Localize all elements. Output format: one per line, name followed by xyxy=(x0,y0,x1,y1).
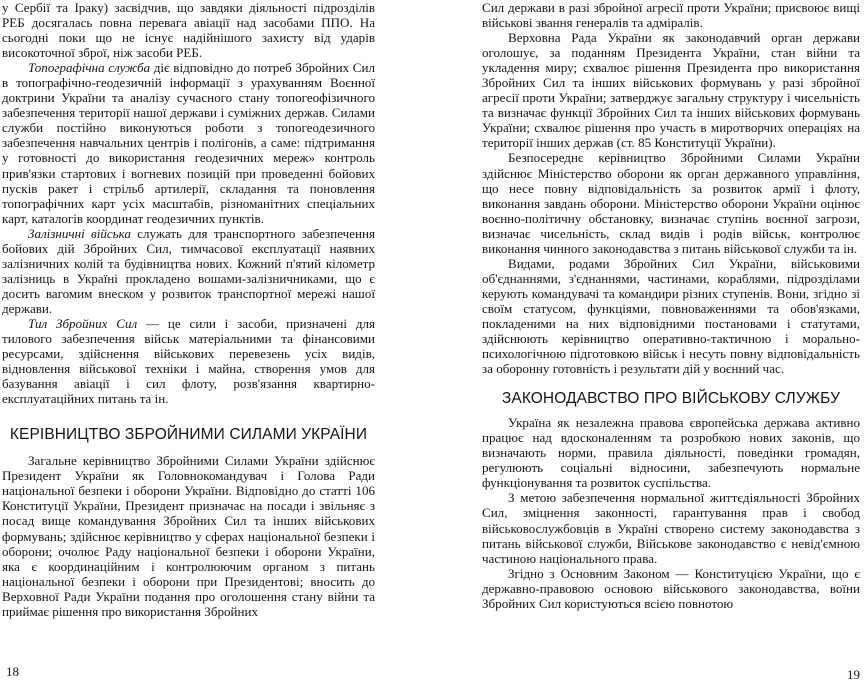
paragraph-president-continued: Сил держави в разі збройної агресії проти України; присвоює вищі військові звання генералів та адміралів. xyxy=(482,0,860,31)
paragraph-verkhovna-rada: Верховна Рада України як законодавчий орган держави оголошує, за поданням Президента України, стан війни та укладення миру; схвалює рішення Президента про використання Збройних Сил та інших військових формувань у разі збройної агресії проти України; затверджує загальну структуру і чисельність та визначає функції Збройних Сил та інших військових формувань України; схвалює рішення про участь в миротворчих операціях на території інших держав (ст. 85 Конституції України). xyxy=(482,30,860,151)
section-heading-legislation: ЗАКОНОДАВСТВО ПРО ВІЙСЬКОВУ СЛУЖБУ xyxy=(501,390,841,408)
term-rear-services: Тил Збройних Сил xyxy=(28,315,138,331)
section-heading-command: КЕРІВНИЦТВО ЗБРОЙНИМИ СИЛАМИ УКРАЇНИ xyxy=(9,426,368,444)
paragraph-constitution: Згідно з Основним Законом — Конституцією України, що є державно-правовою основою військового законодавства, воїни Збройних Сил користуються всією повнотою xyxy=(482,565,860,611)
paragraph-railway-troops xyxy=(2,226,375,316)
paragraph-text: — це сили і засоби, призначені для тилового забезпечення військ матеріальними та фінансовими ресурсами, здійснення військових перевезень усіх видів, відновлення військової техніки і майна, створення умов для базування авіації і сил флоту, розв'язання квартирно-експлуатаційних питань та ін. xyxy=(2,315,376,407)
right-page xyxy=(482,0,860,611)
paragraph-text: у Сербії та Іраку) засвідчив, що завдяки діяльності підрозділів РЕБ досягалась повна перевага авіації над засобами ППО. На сьогодні поки що не існує надійнішого захисту від ударів високоточної зброї, ніж засоби РЕБ. xyxy=(2,0,375,61)
paragraph-commanders: Видами, родами Збройних Сил України, військовими об'єднаннями, з'єднаннями, частинами, кораблями, підрозділами керують командувачі та командири різних ступенів. Вони, згідно зі своїм статусом, функціями, повноваженнями та обов'язками, покладеними на них відповідними постановами і статутами, здійснюють керівництво оперативно-тактичною і морально-психологічною підготовкою військ і несуть повну відповідальність за оборонну готовність і результати дій у воєнний час. xyxy=(482,255,860,377)
paragraph-legislation-system: З метою забезпечення нормальної життєдіяльності Збройних Сил, зміцнення законності, гарантування прав і свобод військовослужбовців в Україні створено систему законодавства з питань військової служби, Військове законодавство є невід'ємною частиною національного права. xyxy=(482,490,860,566)
page-number-right: 19 xyxy=(847,667,860,682)
paragraph-topographic-service xyxy=(2,60,375,226)
paragraph-ministry-of-defence: Безпосереднє керівництво Збройними Силами України здійснює Міністерство оборони як орган державного управління, що несе повну відповідальність за розвиток армії і флоту, виконання завдань оборони. Міністерство оборони України оцінює воєнно-політичну обстановку, визначає ступінь воєнної загрози, визначає чисельність, склад видів і родів військ, контролює виконання чинного законодавства з питань військової служби та ін. xyxy=(482,150,860,256)
paragraph-general-command: Загальне керівництво Збройними Силами України здійснює Президент України як Головнокомандувач і Голова Ради національної безпеки і оборони України. Відповідно до статті 106 Конституції України, Президент призначає на посади і звільняє з посад вище командування Збройних Сил та інших військових формувань; здійснює керівництво у сферах національної безпеки і оборони; очолює Раду національної безпеки і оборони України, яка є координаційним і контролюючим органом з питань національної безпеки і оборони при Президентові; вносить до Верховної Ради України подання про оголошення стану війни та приймає рішення про використання Збройних xyxy=(2,453,375,619)
paragraph-legislation-intro: Україна як незалежна правова європейська держава активно працює над вдосконаленням та розробкою нових законів, що визначають норми, правила діяльності, поведінки громадян, регулюють соціальні відносини, забезпечують нормальне функціонування та розвиток суспільства. xyxy=(482,415,860,491)
left-page xyxy=(2,0,375,619)
paragraph-text: служать для транспортного забезпечення бойових дій Збройних Сил, тимчасової експлуатації наявних залізничних колій та будівництва нових. Кожний п'ятий кілометр залізниць в Україні прокладено вошами-залізничниками, що є досить вагомим внеском у розвиток транспортної мережі нашої держави. xyxy=(2,225,376,316)
paragraph-reb xyxy=(2,0,375,60)
term-railway-troops: Залізничні війська xyxy=(28,225,131,241)
page-number-left: 18 xyxy=(6,664,19,679)
term-topographic-service: Топографічна служба xyxy=(28,60,151,76)
paragraph-rear-services xyxy=(2,316,375,406)
paragraph-text: діє відповідно до потреб Збройних Сил в топографічно-геодезичній інформації з урахуванням Воєнної доктрини України та аналізу сучасного стану топогеофізичного забезпечення території нашої держави і суміжних держав. Силами служби постійно виконуються роботи з топогеодезичного забезпечення навчальних центрів і полігонів, а саме: підтримання у готовності до використання геодезичних мереж» контроль прив'язки стартових і вогневих позицій при проведенні бойових пусків ракет і стрільб артилерії, складання та поновлення топографічних карт усіх масштабів, різноманітних спеціальних карт, каталогів координат геодезичних пунктів. xyxy=(2,60,375,226)
